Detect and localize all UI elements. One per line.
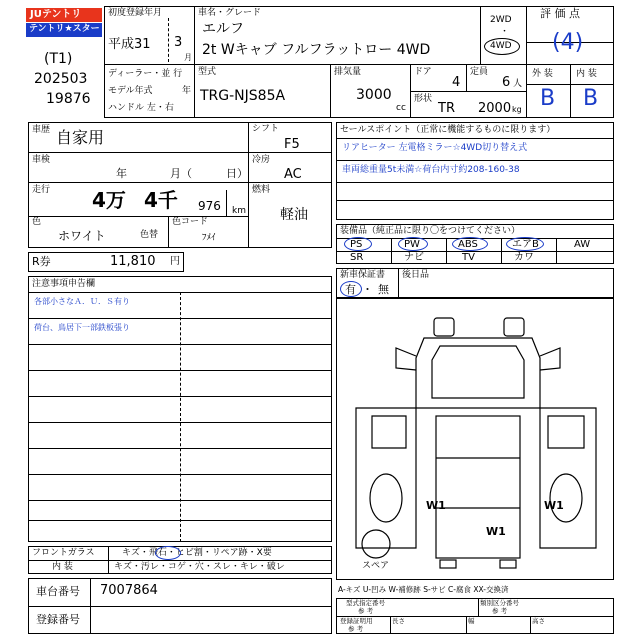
shape-value: TR	[438, 101, 455, 116]
length-label: 長さ	[392, 617, 405, 625]
inspection-year: 年	[116, 167, 127, 180]
receipt-label: 後日品	[402, 270, 430, 280]
handle-option: ハンドル 左・右	[108, 103, 174, 113]
damage-legend: A-キズ U-凹み W-補修跡 S-サビ C-腐食 XX-交換済	[338, 585, 509, 594]
sales-point-line2: 車両総重量5t未満☆荷台内寸約208-160-38	[342, 165, 520, 175]
auction-logo	[26, 8, 102, 38]
drive-2wd: 2WD	[490, 15, 512, 25]
color-value: ホワイト	[58, 229, 106, 243]
equip-abs-circle	[452, 237, 488, 251]
mileage-sen: 4千	[144, 188, 178, 212]
equip-ps-circle	[344, 237, 372, 251]
glass-chip-circle	[155, 546, 181, 560]
model-year-unit: 年	[182, 86, 192, 96]
glass-value: キズ・飛石・ヒビ割・リペア跡・X要	[122, 548, 272, 558]
equip-airbag: エアB	[512, 239, 539, 250]
glass-label: フロントガラス	[32, 548, 95, 558]
capacity-unit: 人	[513, 79, 523, 89]
score-value: (4)	[552, 30, 584, 55]
reg-cert-label: 登録証明用	[340, 617, 373, 625]
shape-label: 形状	[414, 94, 433, 104]
warranty-no: 無	[378, 283, 389, 296]
name-label: 車名・グレード	[198, 8, 262, 18]
sales-point-label: セールスポイント（正常に機能するものに限ります）	[340, 125, 556, 135]
displacement-unit: cc	[396, 103, 406, 113]
equip-airbag-circle	[506, 237, 544, 251]
car-name: エルフ	[202, 21, 244, 37]
model-year-label: モデル年式	[108, 86, 153, 96]
recycle-value: 11,810	[110, 254, 156, 269]
dealer-option: ディーラー・並 行	[108, 69, 183, 79]
notes-label: 注意事項申告欄	[32, 279, 96, 289]
doors-value: 4	[452, 75, 461, 90]
width-label: 幅	[468, 617, 475, 625]
inspection-label: 車検	[32, 155, 51, 165]
car-grade: 2t Wキャブ フルフラットロー 4WD	[202, 42, 431, 58]
ac-value: AC	[284, 167, 302, 182]
sales-point-line1: リアヒーター 左電格ミラー☆4WD切り替え式	[342, 143, 528, 153]
inspection-day: 日）	[226, 167, 248, 180]
color-label: 色	[32, 217, 42, 227]
logo-line1: JUテントリ	[26, 8, 102, 22]
spare-label: スペア	[362, 561, 390, 571]
shift-label: シフト	[252, 124, 280, 134]
fuel-label: 燃料	[252, 185, 271, 195]
usage-label: 車歴	[32, 125, 51, 135]
damage-w1-right: W1	[544, 499, 564, 512]
warranty-dot: ・	[362, 283, 373, 296]
displacement-value: 3000	[356, 87, 392, 103]
equip-sr: SR	[350, 252, 364, 263]
equip-aw: AW	[574, 239, 591, 250]
warranty-yes: 有	[345, 283, 356, 296]
inspection-month: 月（	[170, 167, 192, 180]
color-code: ﾌﾒｲ	[202, 233, 216, 243]
color-swatch-label: 色替	[140, 230, 159, 240]
fuel-value: 軽油	[280, 207, 308, 223]
recycle-box	[28, 252, 184, 272]
displacement-label: 排気量	[334, 67, 362, 77]
warranty-yes-circle	[340, 281, 362, 297]
equip-ps: PS	[350, 239, 363, 250]
shift-value: F5	[284, 137, 300, 152]
reg-month-unit: 月	[184, 53, 192, 62]
color-code-label: 色コード	[172, 217, 209, 227]
lot-number-2: 19876	[46, 91, 91, 107]
chassis-value: 7007864	[100, 583, 158, 598]
equip-navi: ナビ	[404, 252, 424, 263]
ext-label: 外 装	[532, 69, 553, 79]
capacity-label: 定員	[470, 67, 489, 77]
interior-label: 内 装	[52, 562, 73, 572]
int-score: B	[583, 86, 599, 111]
reg-cert-sub: 参 考	[348, 625, 364, 633]
mileage-man: 4万	[92, 188, 126, 212]
reg-era: 平成31	[108, 37, 151, 52]
notes-line2: 荷台、鳥居下一部鉄板張り	[34, 323, 130, 332]
regno-label: 登録番号	[36, 613, 80, 626]
height-label: 高さ	[532, 617, 545, 625]
interior-value: キズ・汚レ・コゲ・穴・スレ・キレ・破レ	[114, 562, 285, 572]
load-unit: kg	[512, 105, 522, 114]
mileage-unit: km	[232, 206, 246, 216]
cat-ref-label: 類別区分番号	[480, 599, 519, 607]
lot-number-1: 202503	[34, 71, 88, 87]
drive-4wd-circle	[484, 38, 520, 55]
equip-tv: TV	[462, 252, 475, 263]
chassis-label: 車台番号	[36, 585, 80, 598]
reg-label: 初度登録年月	[108, 8, 163, 18]
reg-month: 3	[174, 35, 183, 50]
equip-abs: ABS	[458, 239, 478, 250]
equip-pw-circle	[398, 237, 428, 251]
warranty-label: 新車保証書	[340, 270, 386, 280]
score-label: 評 価 点	[540, 7, 580, 20]
equipment-label: 装備品（純正品に限り〇をつけてください）	[340, 226, 521, 236]
vehicle-damage-diagram	[336, 298, 614, 580]
drive-4wd: 4WD	[490, 41, 512, 51]
doors-label: ドア	[414, 67, 432, 77]
usage-value: 自家用	[56, 128, 105, 147]
mileage-label: 走行	[32, 185, 51, 195]
type-label: 型式	[198, 67, 217, 77]
damage-w1-center: W1	[486, 525, 506, 538]
capacity-value: 6	[502, 75, 511, 90]
ac-label: 冷房	[252, 155, 271, 165]
model-ref-label: 型式指定番号	[346, 599, 385, 607]
load-value: 2000	[478, 101, 512, 116]
int-label: 内 装	[576, 69, 597, 79]
lot-code: (T1)	[44, 51, 73, 67]
type-value: TRG-NJS85A	[200, 88, 286, 104]
mileage-rest: 976	[198, 199, 221, 213]
damage-w1-left: W1	[426, 499, 446, 512]
equip-pw: PW	[404, 239, 420, 250]
ext-score: B	[540, 86, 556, 111]
cat-ref-sub: 参 考	[492, 607, 508, 615]
equip-leather: カワ	[514, 252, 534, 263]
logo-line2: テントリ★スター	[26, 23, 102, 37]
notes-line1: 各部小さなＡ．Ｕ．Ｓ有り	[34, 297, 130, 306]
model-ref-sub: 参 考	[358, 607, 374, 615]
recycle-label: R券	[32, 255, 51, 268]
recycle-unit: 円	[170, 256, 180, 267]
drive-dot: ・	[500, 27, 510, 37]
